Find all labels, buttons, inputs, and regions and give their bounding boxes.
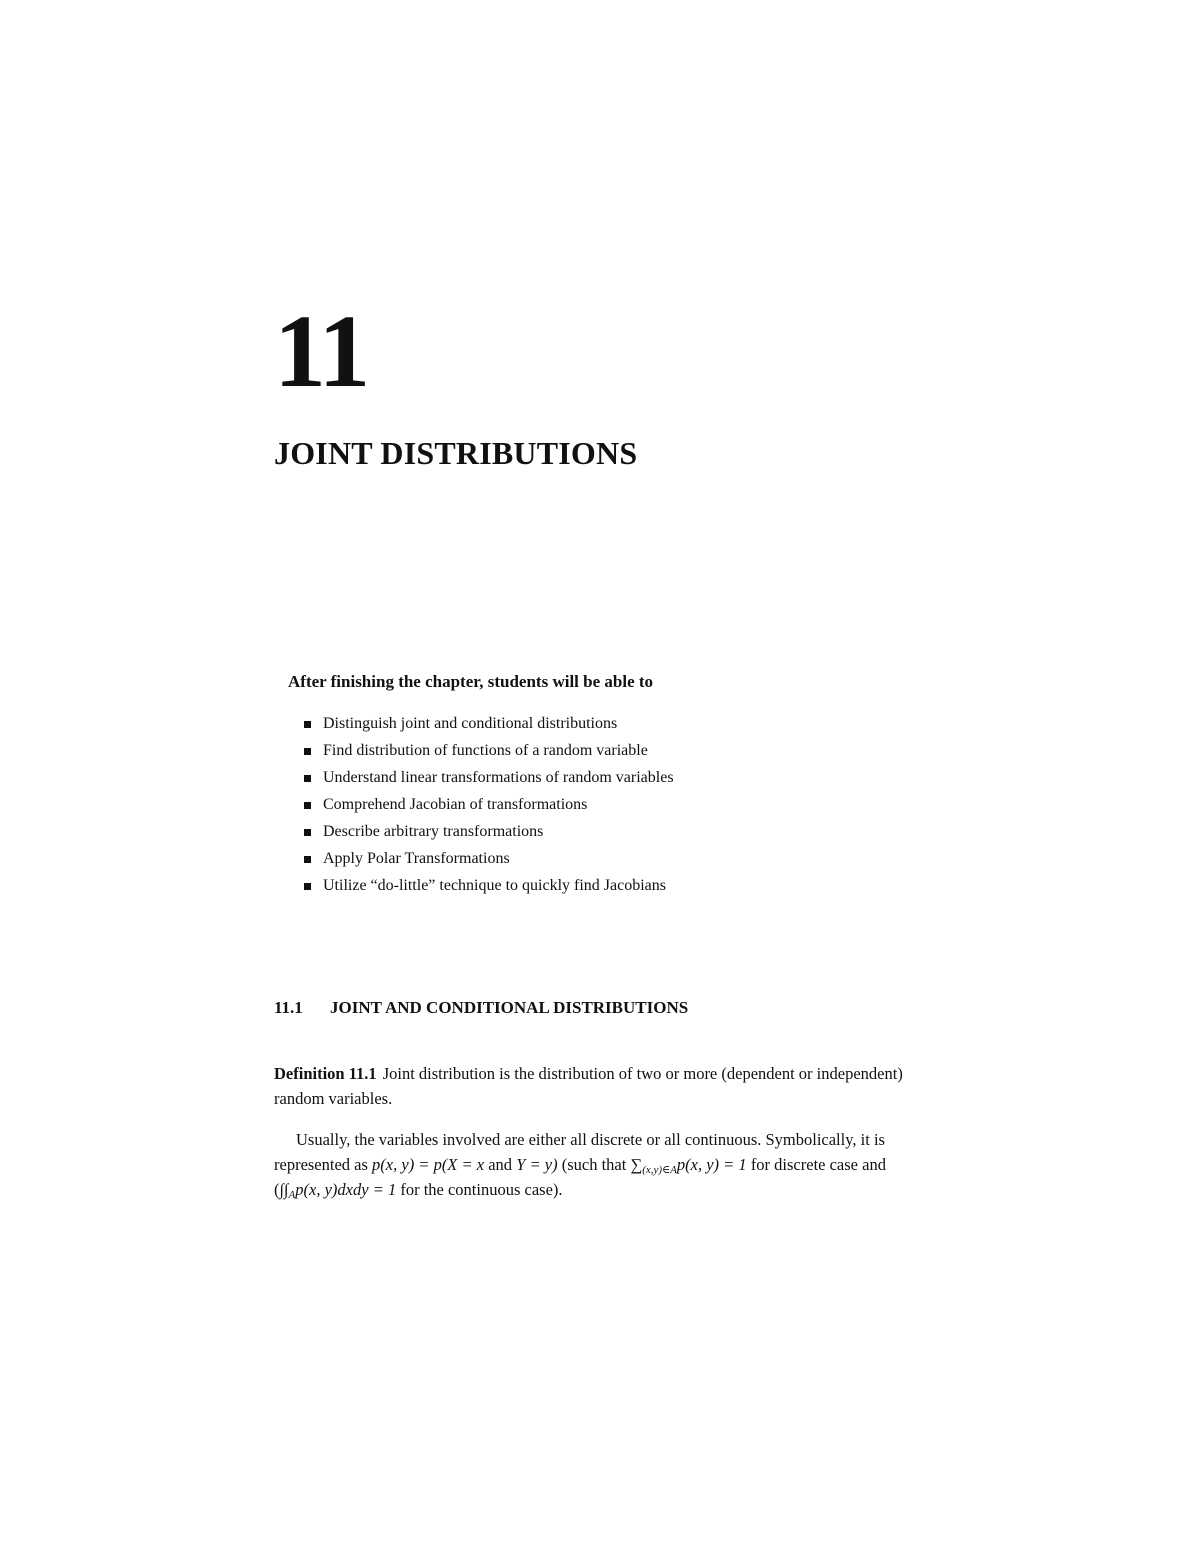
square-bullet-icon [304,856,311,863]
body-paragraph [274,1127,936,1202]
objective-item [304,845,988,872]
objective-text: Utilize “do-little” technique to quickly find Jacobians [323,877,667,894]
objective-item [304,737,988,764]
math-joint-pmf: p(x, y) = p(X = x [372,1155,485,1174]
square-bullet-icon [304,883,311,890]
objective-text: Distinguish joint and conditional distributions [323,715,618,732]
learning-objectives [288,670,988,899]
definition-block [274,1061,936,1111]
chapter-title: JOINT DISTRIBUTIONS [274,435,638,471]
section-heading [274,996,688,1020]
objective-item [304,872,988,899]
objective-text: Apply Polar Transformations [323,850,510,867]
objective-item [304,764,988,791]
objectives-intro: After finishing the chapter, students will be able to [288,672,654,691]
paragraph-text-4: for the continuous case). [396,1180,563,1199]
square-bullet-icon [304,802,311,809]
math-sum-equals-one: p(x, y) = 1 [676,1155,747,1174]
sum-subscript: (x,y)∈A [642,1164,677,1176]
objective-list [288,710,988,899]
objective-item [304,710,988,737]
paragraph-text-2: (such that [557,1155,631,1174]
objective-text: Find distribution of functions of a random variable [323,742,648,759]
definition-label: Definition 11.1 [274,1064,377,1083]
paragraph-text-1: Usually, the variables involved are either all discrete or all continuous. Symbolically, it is represented as [274,1130,885,1174]
objective-item [304,791,988,818]
math-y-equals: Y = y) [516,1155,558,1174]
definition-text: Joint distribution is the distribution of two or more (dependent or independent) random variables. [274,1064,903,1108]
square-bullet-icon [304,748,311,755]
chapter-number: 11 [274,294,369,409]
objective-text: Understand linear transformations of random variables [323,769,674,786]
paragraph-and: and [484,1155,517,1174]
math-integral-equals-one: p(x, y)dxdy = 1 [295,1180,397,1199]
objective-text: Describe arbitrary transformations [323,823,544,840]
section-title: JOINT AND CONDITIONAL DISTRIBUTIONS [330,998,689,1017]
square-bullet-icon [304,721,311,728]
objective-item [304,818,988,845]
square-bullet-icon [304,775,311,782]
integral-subscript: A [288,1189,296,1201]
square-bullet-icon [304,829,311,836]
double-integral-symbol: ∫∫ [279,1180,289,1199]
objective-text: Comprehend Jacobian of transformations [323,796,588,813]
sum-symbol: ∑ [630,1155,643,1174]
paragraph-text-3: for discrete case and ( [274,1155,886,1199]
section-number: 11.1 [274,998,303,1017]
